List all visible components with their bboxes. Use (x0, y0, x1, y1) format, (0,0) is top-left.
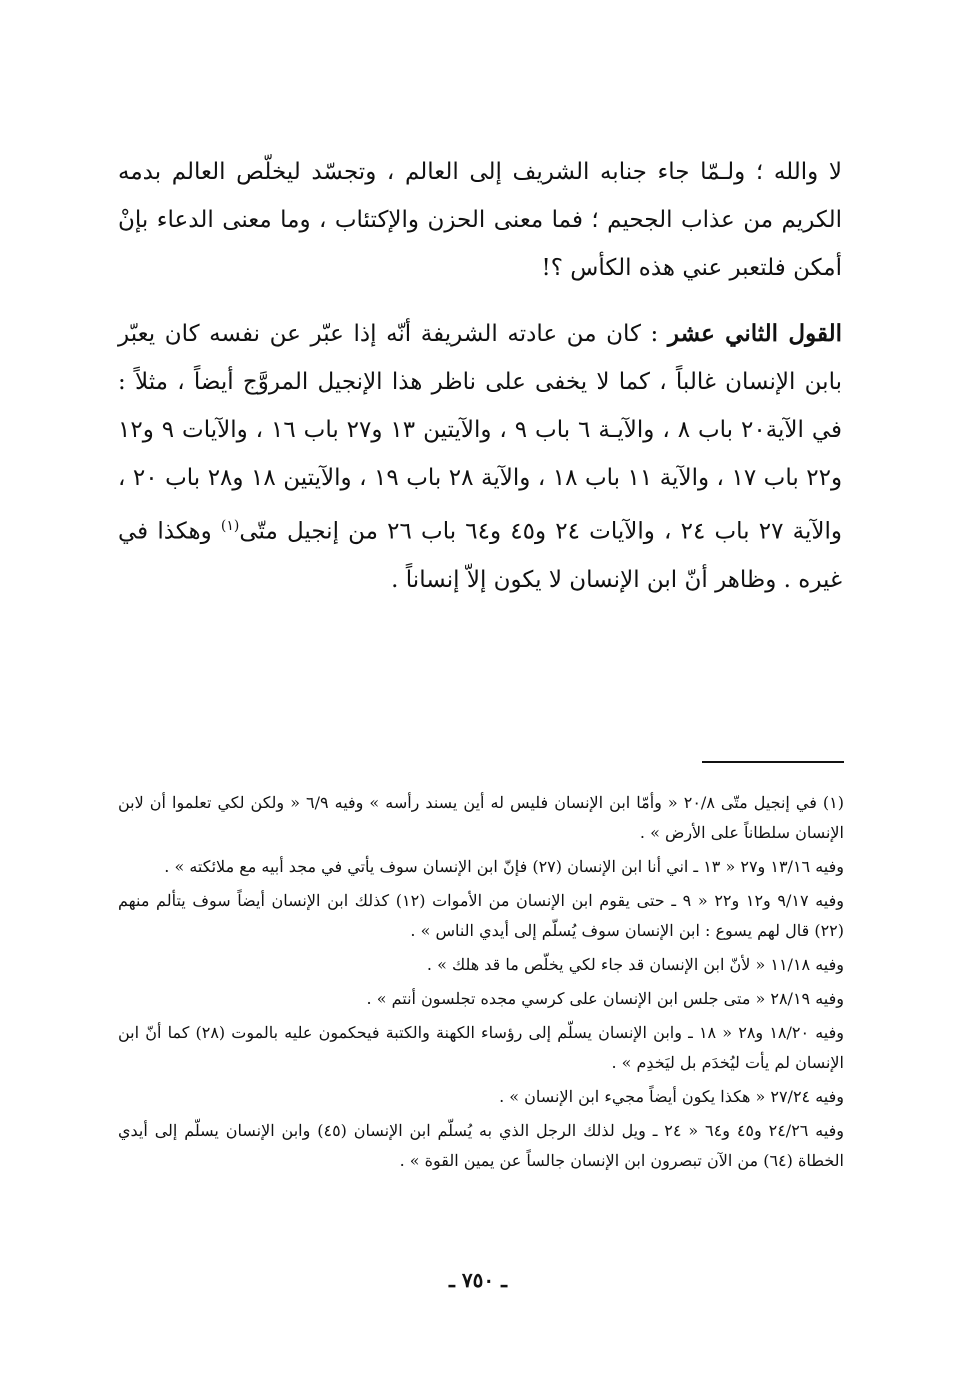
footnote-5: وفيه ٢٨/١٩ « متى جلس ابن الإنسان على كرسي مجده تجلسون أنتم » . (366, 989, 844, 1008)
paragraph-2 (118, 310, 842, 604)
paragraph-2-heading: القول الثاني عشر (667, 320, 842, 347)
paragraph-2-tail: وهكذا في غيره . وظاهر أنّ ابن الإنسان لا يكون إلاّ إنساناً . (118, 518, 842, 593)
footnotes (118, 788, 844, 1180)
footnote-8: وفيه ٢٤/٢٦ و٤٥ و٦٤ « ٢٤ ـ ويل لذلك الرجل الذي به يُسلّم ابن الإنسان (٤٥) وابن الإنسان يسلّم إلى أيدي الخطاة (٦٤) من الآن تبصرون ابن الإنسان جالساً عن يمين القوة » . (118, 1121, 845, 1170)
footnote-divider (702, 761, 844, 763)
paragraph-2-text: : كان من عادته الشريفة أنّه إذا عبّر عن نفسه كان يعبّر بابن الإنسان غالباً ، كما لا يخفى على ناظر هذا الإنجيل المروَّج أيضاً ، مثلاً : في الآية٢٠ باب ٨ ، والآيـة ٦ باب ٩ ، والآيتين ١٣ و٢٧ باب ١٦ ، والآيات ٩ و١٢ و٢٢ باب ١٧ ، والآية ١١ باب ١٨ ، والآية ٢٨ باب ١٩ ، والآيتين ١٨ و٢٨ باب ٢٠ ، والآية ٢٧ باب ٢٤ ، والآيات ٢٤ و٤٥ و٦٤ باب ٢٦ من إنجيل متّى (118, 321, 843, 545)
footnote-2: وفيه ١٣/١٦ و٢٧ « ١٣ ـ اني أنا ابن الإنسان (٢٧) فإنّ ابن الإنسان سوف يأتي في مجد أبيه مع ملائكته » . (164, 857, 844, 876)
footnote-4: وفيه ١١/١٨ « لأنّ ابن الإنسان قد جاء لكي يخلّص ما قد هلك » . (426, 955, 844, 974)
footnote-3: وفيه ٩/١٧ و١٢ و٢٢ « ٩ ـ حتى يقوم ابن الإنسان من الأموات (١٢) كذلك ابن الإنسان أيضاً سوف يتألم منهم (٢٢) قال لهم يسوع : ابن الإنسان سوف يُسلّم إلى أيدي الناس » . (118, 891, 844, 940)
paragraph-1: لا والله ؛ ولـمّا جاء جنابه الشريف إلى العالم ، وتجسّد ليخلّص العالم بدمه الكريم من عذاب الجحيم ؛ فما معنى الحزن والإكتئاب ، وما معنى الدعاء بإنْ أمكن فلتعبر عني هذه الكأس ؟! (118, 159, 842, 281)
main-text (118, 148, 842, 604)
footnote-6: وفيه ١٨/٢٠ و٢٨ « ١٨ ـ وابن الإنسان يسلّم إلى رؤساء الكهنة والكتبة فيحكمون عليه بالموت (٢٨) كما أنّ ابن الإنسان لم يأت ليُخدَم بل ليَخدِم » . (118, 1023, 845, 1072)
footnote-7: وفيه ٢٧/٢٤ « هكذا يكون أيضاً مجيء ابن الإنسان » . (499, 1087, 844, 1106)
footnote-reference: (١) (220, 518, 240, 534)
page-number: ـ ٧٥٠ ـ (449, 1268, 507, 1292)
footnote-1: (١) في إنجيل متّى ٢٠/٨ « وأمّا ابن الإنسان فليس له أين يسند رأسه » وفيه ٦/٩ « ولكن لكي تعلموا أن لابن الإنسان سلطاناً على الأرض » . (118, 793, 844, 842)
